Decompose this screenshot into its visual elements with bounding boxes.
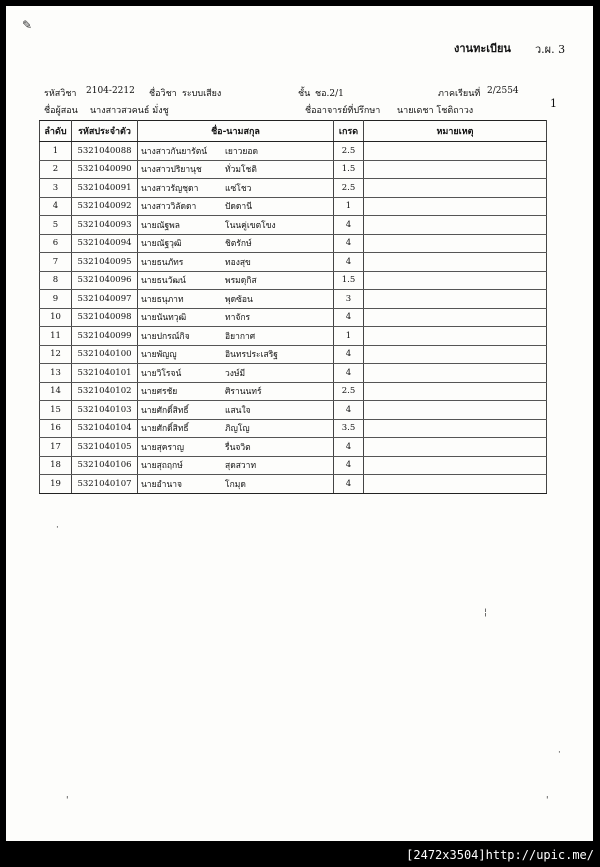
student-id: 5321040107 [72,475,138,494]
table-row [40,308,547,327]
course-code-label: รหัสวิชา [44,89,77,99]
table-row [40,234,547,253]
grade-value: 1.5 [334,160,364,179]
table-header-row [40,121,547,142]
table-row [40,327,547,346]
student-last-name: แซ่โชว [225,183,252,194]
table-row [40,475,547,494]
row-number: 13 [40,364,72,383]
student-last-name: ภิญโญ [225,424,250,435]
student-name [138,197,334,216]
table-row [40,438,547,457]
student-name [138,382,334,401]
row-number: 14 [40,382,72,401]
student-first-name: นายอำนาจ [141,479,183,490]
grade-value: 4 [334,475,364,494]
remark-cell [364,216,547,235]
grade-value: 4 [334,308,364,327]
student-name [138,419,334,438]
student-last-name: สุดสวาท [225,461,257,472]
student-id: 5321040103 [72,401,138,420]
student-first-name: นายปกรณ์กิจ [141,331,190,342]
student-name [138,160,334,179]
student-name [138,271,334,290]
page-number: 1 [550,97,557,110]
document-number: ว.ผ. 3 [535,43,566,56]
student-last-name: เยาวยอด [225,146,259,157]
grade-value: 1.5 [334,271,364,290]
student-first-name: นายศักดิ์สิทธิ์ [141,424,189,435]
grade-value: 4 [334,234,364,253]
student-first-name: นายสุคราญ [141,442,185,453]
table-row [40,216,547,235]
student-id: 5321040099 [72,327,138,346]
grade-value: 1 [334,197,364,216]
remark-cell [364,290,547,309]
student-last-name: อินทรประเสริฐ [225,350,278,361]
table-row [40,179,547,198]
student-id: 5321040096 [72,271,138,290]
grade-value: 1 [334,327,364,346]
row-number: 16 [40,419,72,438]
scan-mark: ✎ [22,18,33,32]
row-number: 15 [40,401,72,420]
table-row [40,253,547,272]
grade-value: 4 [334,216,364,235]
remark-cell [364,456,547,475]
row-number: 1 [40,142,72,161]
student-last-name: รื่นจวิต [225,442,251,453]
course-name-label: ชื่อวิชา [149,89,177,99]
student-last-name: ชิตรักษ์ [225,239,252,250]
student-first-name: นายศรชัย [141,387,178,398]
student-name [138,253,334,272]
remark-cell [364,401,547,420]
student-first-name: นายศักดิ์สิทธิ์ [141,405,189,416]
document-page [6,6,593,841]
student-name [138,308,334,327]
student-first-name: นายนันทวุฒิ [141,313,187,324]
student-last-name: โนนคู่เขตโขง [225,220,276,231]
student-name [138,345,334,364]
grade-value: 2.5 [334,142,364,161]
table-row [40,160,547,179]
remark-cell [364,142,547,161]
remark-cell [364,475,547,494]
student-first-name: นางสาวรัญชุดา [141,183,199,194]
row-number: 6 [40,234,72,253]
grade-value: 4 [334,345,364,364]
image-credit: [2472x3504]http://upic.me/ [406,848,594,862]
remark-cell [364,160,547,179]
remark-cell [364,308,547,327]
student-id: 5321040097 [72,290,138,309]
grade-value: 4 [334,438,364,457]
scan-speck: ' [546,796,549,806]
scan-speck: · [558,748,561,758]
row-number: 11 [40,327,72,346]
student-id: 5321040102 [72,382,138,401]
student-last-name: อิยากาศ [225,331,256,342]
remark-cell [364,438,547,457]
student-id: 5321040101 [72,364,138,383]
header-student-id: รหัสประจำตัว [72,121,138,142]
scan-speck: · [56,523,59,533]
student-id: 5321040098 [72,308,138,327]
student-last-name: ทองสุข [225,257,251,268]
student-name [138,290,334,309]
row-number: 3 [40,179,72,198]
table-body [40,142,547,494]
student-name [138,364,334,383]
remark-cell [364,327,547,346]
term-value: 2/2554 [487,86,519,96]
student-first-name: นายวิโรจน์ [141,368,182,379]
header-no: ลำดับ [40,121,72,142]
grade-value: 4 [334,253,364,272]
student-name [138,234,334,253]
student-last-name: แสนใจ [225,405,251,416]
student-first-name: นายสุถฤกษ์ [141,461,183,472]
student-last-name: พุดซ้อน [225,294,253,305]
table-row [40,456,547,475]
grade-value: 4 [334,364,364,383]
student-first-name: นายธนวัฒน์ [141,276,186,287]
student-id: 5321040090 [72,160,138,179]
row-number: 2 [40,160,72,179]
student-name [138,216,334,235]
student-id: 5321040105 [72,438,138,457]
advisor-name: นายเดชา โชติถาวง [397,106,474,116]
scan-speck: ¦ [484,608,488,618]
teacher-label: ชื่อผู้สอน [44,106,78,116]
grade-value: 2.5 [334,179,364,198]
class-label: ชั้น [298,89,311,99]
course-name: ระบบเสียง [182,89,222,99]
student-id: 5321040104 [72,419,138,438]
row-number: 4 [40,197,72,216]
student-id: 5321040100 [72,345,138,364]
class-value: ชอ.2/1 [315,89,344,99]
course-code: 2104-2212 [86,86,135,96]
student-first-name: นายธนภัทร [141,257,184,268]
student-id: 5321040106 [72,456,138,475]
student-first-name: นายณัฐวุฒิ [141,239,182,250]
row-number: 5 [40,216,72,235]
student-id: 5321040091 [72,179,138,198]
student-first-name: นางสาวกันยารัตน์ [141,146,208,157]
student-name [138,401,334,420]
student-first-name: นางสาววิลัดดา [141,202,197,213]
header-name: ชื่อ-นามสกุล [138,121,334,142]
row-number: 17 [40,438,72,457]
student-name [138,438,334,457]
table-row [40,401,547,420]
table-row [40,345,547,364]
student-first-name: นายพัญญู [141,350,177,361]
student-last-name: ทาจักร [225,313,251,324]
student-name [138,142,334,161]
student-last-name: ศิรานนทร์ [225,387,262,398]
student-id: 5321040088 [72,142,138,161]
remark-cell [364,234,547,253]
student-first-name: นายธนุภาท [141,294,184,305]
student-name [138,179,334,198]
table-row [40,197,547,216]
scan-speck: ' [66,796,69,806]
student-last-name: ทั่วมโชติ [225,165,257,176]
remark-cell [364,345,547,364]
table-row [40,142,547,161]
table-row [40,364,547,383]
table-row [40,271,547,290]
table-row [40,382,547,401]
row-number: 9 [40,290,72,309]
student-last-name: ปัดดานี [225,202,253,213]
grade-value: 3.5 [334,419,364,438]
row-number: 19 [40,475,72,494]
header-grade: เกรด [334,121,364,142]
student-id: 5321040095 [72,253,138,272]
remark-cell [364,382,547,401]
grade-value: 3 [334,290,364,309]
remark-cell [364,197,547,216]
grade-table [39,120,547,494]
student-id: 5321040092 [72,197,138,216]
term-label: ภาคเรียนที่ [438,89,481,99]
grade-value: 2.5 [334,382,364,401]
student-last-name: วงษ์มี [225,368,246,379]
row-number: 18 [40,456,72,475]
student-name [138,327,334,346]
remark-cell [364,419,547,438]
row-number: 8 [40,271,72,290]
grade-value: 4 [334,456,364,475]
student-name [138,456,334,475]
student-first-name: นางสาวปริยานุช [141,165,202,176]
grade-value: 4 [334,401,364,420]
student-id: 5321040093 [72,216,138,235]
student-last-name: พรมดุกิส [225,276,257,287]
table-row [40,290,547,309]
remark-cell [364,271,547,290]
student-first-name: นายณัฐพล [141,220,180,231]
remark-cell [364,253,547,272]
office-title: งานทะเบียน [454,42,511,55]
student-last-name: โกมุด [225,479,246,490]
row-number: 10 [40,308,72,327]
remark-cell [364,179,547,198]
advisor-label: ชื่ออาจารย์ที่ปรึกษา [305,106,381,116]
student-name [138,475,334,494]
remark-cell [364,364,547,383]
row-number: 12 [40,345,72,364]
row-number: 7 [40,253,72,272]
teacher-name: นางสาวสวคนธ์ มั่งชู [90,106,169,116]
header-remark: หมายเหตุ [364,121,547,142]
table-row [40,419,547,438]
footer-bar [0,846,600,867]
student-id: 5321040094 [72,234,138,253]
